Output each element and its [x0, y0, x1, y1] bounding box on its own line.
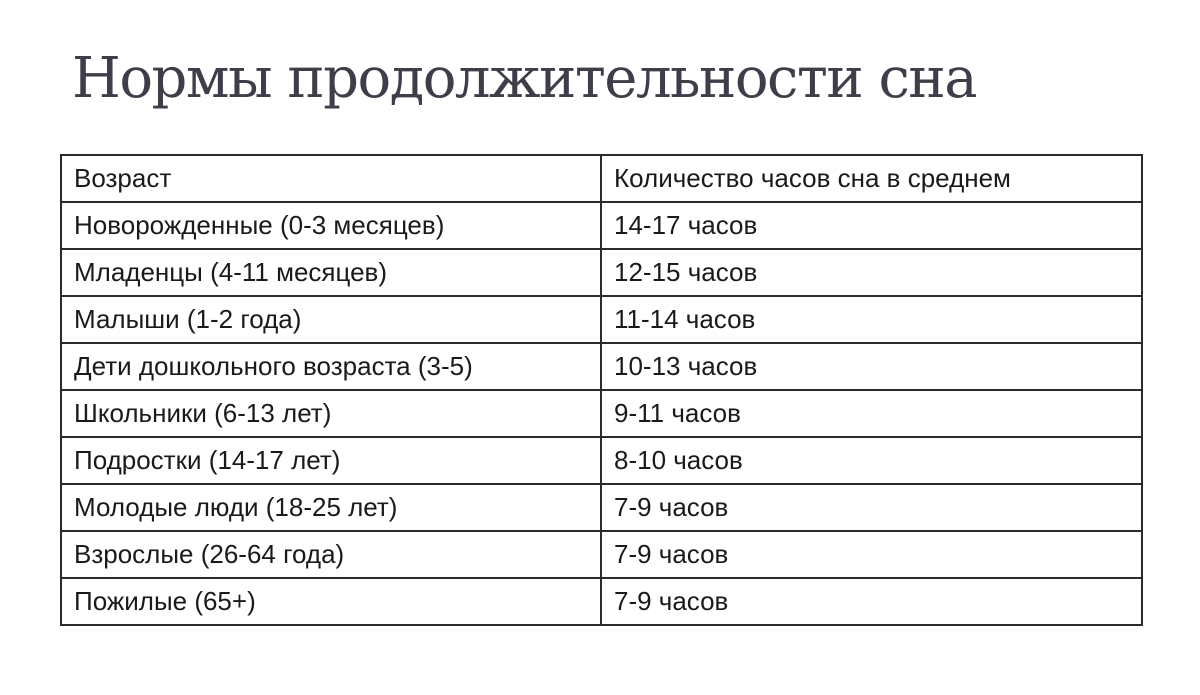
hours-cell: 7-9 часов: [601, 531, 1142, 578]
age-cell: Пожилые (65+): [61, 578, 601, 625]
hours-cell: 7-9 часов: [601, 578, 1142, 625]
age-cell: Взрослые (26-64 года): [61, 531, 601, 578]
table-row: [61, 249, 1142, 296]
table-header-row: [61, 155, 1142, 202]
age-cell: Подростки (14-17 лет): [61, 437, 601, 484]
page-title: Нормы продолжительности сна: [72, 46, 977, 111]
table-row: [61, 484, 1142, 531]
age-cell: Младенцы (4-11 месяцев): [61, 249, 601, 296]
age-cell: Новорожденные (0-3 месяцев): [61, 202, 601, 249]
age-cell: Школьники (6-13 лет): [61, 390, 601, 437]
column-header-age: Возраст: [61, 155, 601, 202]
sleep-norms-table: [60, 154, 1143, 626]
table-row: [61, 578, 1142, 625]
table-row: [61, 390, 1142, 437]
table-row: [61, 296, 1142, 343]
column-header-hours: Количество часов сна в среднем: [601, 155, 1142, 202]
age-cell: Молодые люди (18-25 лет): [61, 484, 601, 531]
hours-cell: 14-17 часов: [601, 202, 1142, 249]
table-row: [61, 202, 1142, 249]
hours-cell: 7-9 часов: [601, 484, 1142, 531]
hours-cell: 8-10 часов: [601, 437, 1142, 484]
age-cell: Дети дошкольного возраста (3-5): [61, 343, 601, 390]
age-cell: Малыши (1-2 года): [61, 296, 601, 343]
hours-cell: 10-13 часов: [601, 343, 1142, 390]
table-row: [61, 437, 1142, 484]
hours-cell: 9-11 часов: [601, 390, 1142, 437]
table-row: [61, 343, 1142, 390]
hours-cell: 12-15 часов: [601, 249, 1142, 296]
table-row: [61, 531, 1142, 578]
hours-cell: 11-14 часов: [601, 296, 1142, 343]
